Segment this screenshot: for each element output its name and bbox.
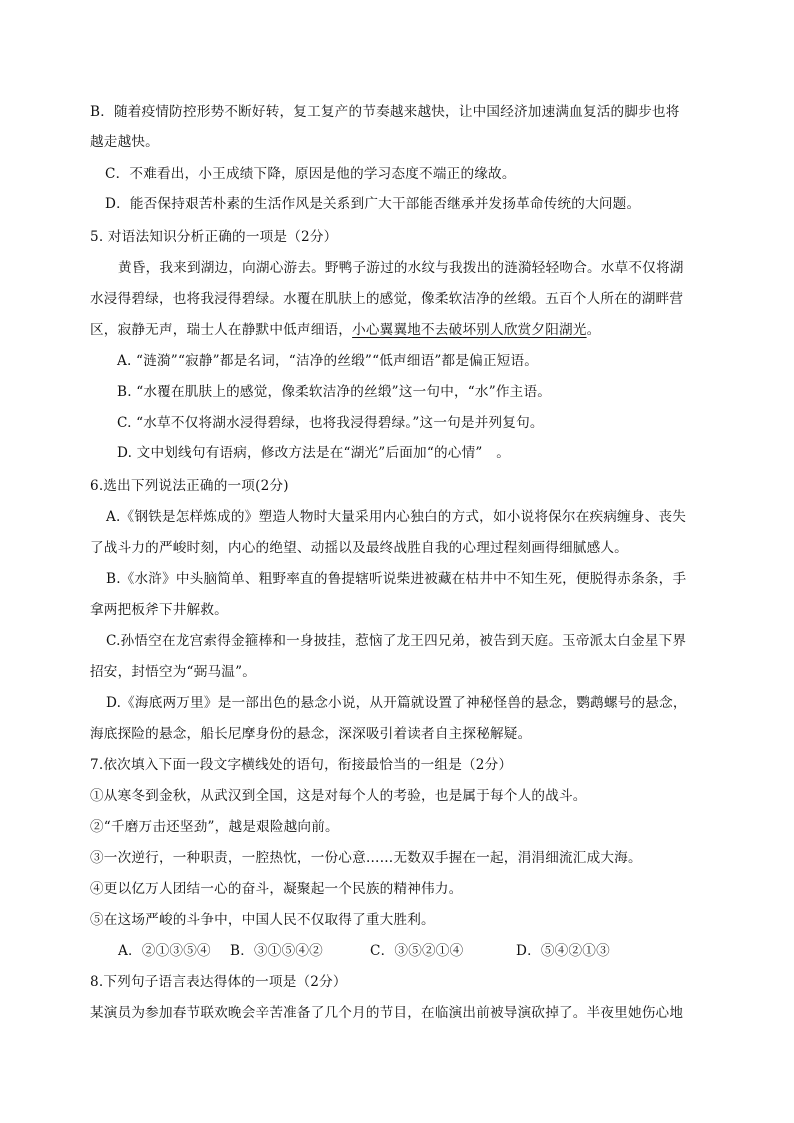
passage-line-2: 水浸得碧绿，也将我浸得碧绿。水覆在肌肤上的感觉，像柔软洁净的丝缎。五百个人所在的湖畔营 [90,291,684,307]
q6-option-d-line-1: D.《海底两万里》是一部出色的悬念小说，从开篇就设置了神秘怪兽的悬念，鹦鹉螺号的悬念， [106,695,687,711]
q5-option-a: A. “涟漪”“寂静”都是名词，“洁净的丝缎”“低声细语”都是偏正短语。 [117,353,539,369]
question-8-title: 8.下列句子语言表达得体的一项是（2分） [90,974,347,990]
q7-option-b: B．③①⑤④② [230,943,323,959]
q7-option-c: C．③⑤②①④ [370,943,464,959]
q7-option-a: A．②①③⑤④ [118,943,211,959]
q7-option-d: D．⑤④②①③ [516,943,610,959]
q6-option-b-line-1: B.《水浒》中头脑简单、粗野率直的鲁提辖听说柴进被藏在枯井中不知生死，便脱得赤条条，手 [106,571,687,587]
q7-sentence-5: ⑤在这场严峻的斗争中，中国人民不仅取得了重大胜利。 [90,912,435,928]
passage-text: 区，寂静无声，瑞士人在静默中低声细语， [90,322,353,338]
q6-option-d-line-2: 海底探险的悬念，船长尼摩身份的悬念，深深吸引着读者自主探秘解疑。 [90,726,532,742]
q6-option-a-line-2: 了战斗力的严峻时刻，内心的绝望、动摇以及最终战胜自我的心理过程刻画得细腻感人。 [90,540,628,556]
option-d: D．能否保持艰苦朴素的生活作风是关系到广大干部能否继承并发扬革命传统的大问题。 [105,196,641,212]
q5-option-d: D. 文中划线句有语病，修改方法是在“湖光”后面加“的心情” 。 [117,445,511,461]
question-6-title: 6.选出下列说法正确的一项(2分) [90,478,289,494]
q6-option-b-line-2: 拿两把板斧下井解救。 [90,602,228,618]
underlined-sentence: 小心翼翼地不去破坏别人欣赏夕阳湖光 [352,322,587,338]
q6-option-c-line-2: 招安，封悟空为“弼马温”。 [90,664,257,680]
passage-end: 。 [586,322,601,338]
q6-option-c-line-1: C.孙悟空在龙宫索得金箍棒和一身披挂，惹恼了龙王四兄弟，被告到天庭。玉帝派太白金星下界 [106,633,687,649]
question-5-title: 5. 对语法知识分析正确的一项是（2分） [90,229,338,245]
question-7-title: 7.依次填入下面一段文字横线处的语句，衔接最恰当的一组是（2分） [90,757,513,773]
q6-option-a-line-1: A.《钢铁是怎样炼成的》塑造人物时大量采用内心独白的方式，如小说将保尔在疾病缠身、丧失 [106,509,687,525]
q8-passage-line-1: 某演员为参加春节联欢晚会辛苦准备了几个月的节目，在临演出前被导演砍掉了。半夜里她伤心地 [90,1005,684,1021]
passage-line-1: 黄昏，我来到湖边，向湖心游去。野鸭子游过的水纹与我拨出的涟漪轻轻吻合。水草不仅将湖 [118,260,684,276]
q5-option-b: B. “水覆在肌肤上的感觉，像柔软洁净的丝缎”这一句中，“水”作主语。 [117,384,552,400]
q7-sentence-4: ④更以亿万人团结一心的奋斗，凝聚起一个民族的精神伟力。 [90,881,463,897]
passage-line-3 [90,321,600,339]
option-b-line-1: B．随着疫情防控形势不断好转，复工复产的节奏越来越快，让中国经济加速满血复活的脚步也将 [90,104,680,120]
q7-sentence-3: ③一次逆行，一种职责，一腔热忱，一份心意……无数双手握在一起，涓涓细流汇成大海。 [90,850,642,866]
q5-option-c: C. “水草不仅将湖水浸得碧绿，也将我浸得碧绿。”这一句是并列复句。 [117,415,544,431]
option-b-line-2: 越走越快。 [90,134,159,150]
option-c: C．不难看出，小王成绩下降，原因是他的学习态度不端正的缘故。 [105,166,516,182]
q7-sentence-1: ①从寒冬到金秋，从武汉到全国，这是对每个人的考验，也是属于每个人的战斗。 [90,788,587,804]
q7-sentence-2: ②“千磨万击还坚劲”，越是艰险越向前。 [90,819,339,835]
